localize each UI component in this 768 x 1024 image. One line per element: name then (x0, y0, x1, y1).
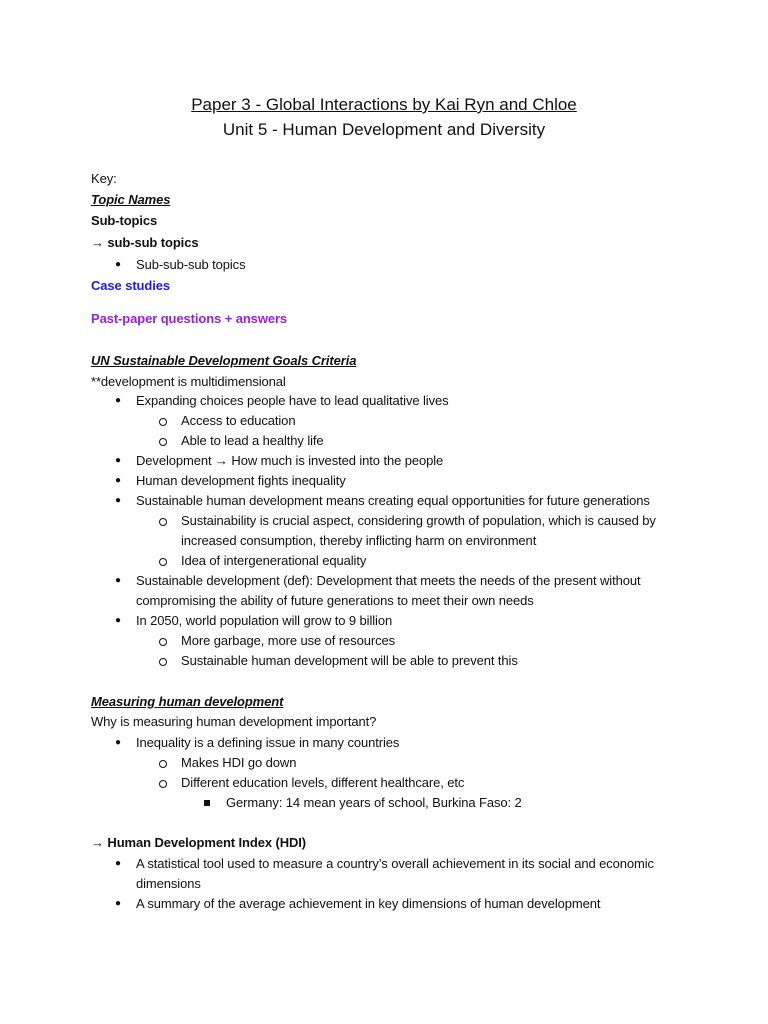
document-title: Paper 3 - Global Interactions by Kai Ryn and Chloe (191, 95, 577, 114)
bullet-icon: ● (115, 259, 122, 270)
key-sub-topics: Sub-topics (91, 213, 158, 228)
bullet-icon: ● (115, 495, 122, 506)
list-item: Development → How much is invested into the people (136, 453, 444, 468)
key-sub-sub-sub-topics: Sub-sub-sub topics (136, 257, 246, 272)
list-item-continuation: dimensions (136, 876, 201, 891)
list-item: Able to lead a healthy life (181, 433, 324, 448)
bullet-icon: ● (115, 898, 122, 909)
list-item: Human development fights inequality (136, 473, 346, 488)
list-item: Sustainable human development means creating equal opportunities for future generations (136, 493, 650, 508)
list-item: A summary of the average achievement in key dimensions of human development (136, 896, 601, 911)
list-item: Inequality is a defining issue in many countries (136, 735, 400, 750)
key-topic-names: Topic Names (91, 192, 171, 207)
list-item: More garbage, more use of resources (181, 633, 395, 648)
list-item: Expanding choices people have to lead qualitative lives (136, 393, 449, 408)
square-bullet-icon (204, 800, 210, 806)
list-item: A statistical tool used to measure a country’s overall achievement in its social and economic (136, 856, 654, 871)
list-item: Sustainability is crucial aspect, considering growth of population, which is caused by (181, 513, 656, 528)
section-note: **development is multidimensional (91, 374, 286, 389)
key-sub-sub-topics: → sub-sub topics (91, 235, 199, 250)
list-item: In 2050, world population will grow to 9 billion (136, 613, 393, 628)
bullet-icon: ● (115, 475, 122, 486)
hollow-bullet-icon (159, 558, 167, 566)
bullet-icon: ● (115, 395, 122, 406)
section-heading-measuring: Measuring human development (91, 694, 284, 709)
list-item-continuation: compromising the ability of future generations to meet their own needs (136, 593, 534, 608)
section-question: Why is measuring human development important? (91, 714, 377, 729)
hollow-bullet-icon (159, 658, 167, 666)
hollow-bullet-icon (159, 780, 167, 788)
list-item: Different education levels, different healthcare, etc (181, 775, 465, 790)
hollow-bullet-icon (159, 418, 167, 426)
list-item: Access to education (181, 413, 296, 428)
key-past-paper: Past-paper questions + answers (91, 311, 288, 326)
hollow-bullet-icon (159, 638, 167, 646)
document-subtitle: Unit 5 - Human Development and Diversity (222, 120, 546, 139)
bullet-icon: ● (115, 575, 122, 586)
key-label: Key: (91, 171, 117, 186)
hollow-bullet-icon (159, 438, 167, 446)
list-item: Sustainable development (def): Development that meets the needs of the present without (136, 573, 641, 588)
section-heading-hdi: → Human Development Index (HDI) (91, 835, 307, 850)
list-item: Makes HDI go down (181, 755, 297, 770)
bullet-icon: ● (115, 858, 122, 869)
list-item: Idea of intergenerational equality (181, 553, 367, 568)
bullet-icon: ● (115, 615, 122, 626)
bullet-icon: ● (115, 455, 122, 466)
list-item: Germany: 14 mean years of school, Burkina Faso: 2 (226, 795, 522, 810)
section-heading-sdg: UN Sustainable Development Goals Criteria (91, 353, 357, 368)
bullet-icon: ● (115, 737, 122, 748)
hollow-bullet-icon (159, 518, 167, 526)
key-case-studies: Case studies (91, 278, 171, 293)
list-item: Sustainable human development will be able to prevent this (181, 653, 518, 668)
list-item-continuation: increased consumption, thereby inflicting harm on environment (181, 533, 537, 548)
hollow-bullet-icon (159, 760, 167, 768)
